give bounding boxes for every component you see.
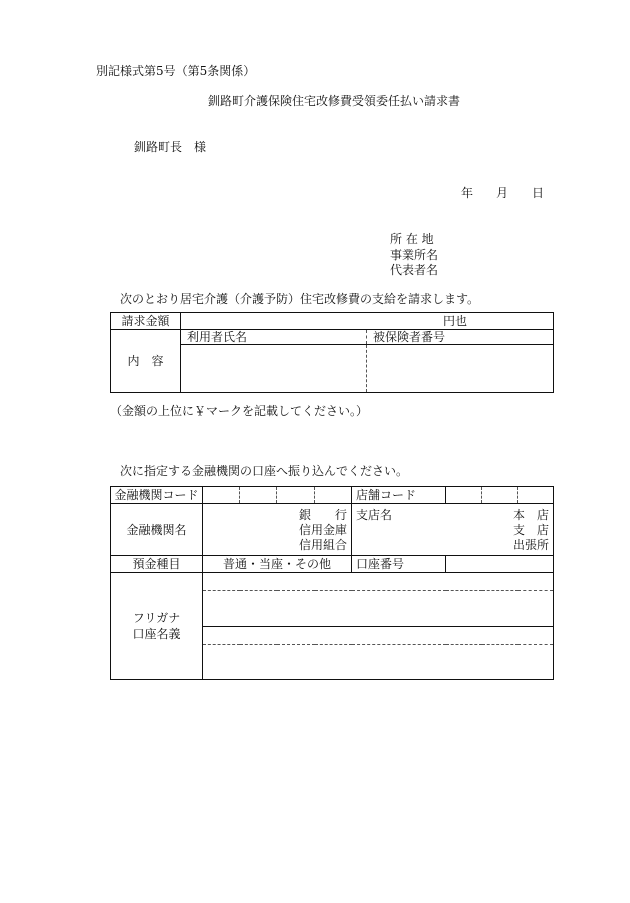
user-name-cell[interactable] [181,345,367,393]
address-label: 所 在 地 [390,232,434,246]
branch-name-cell[interactable] [352,504,554,556]
deposit-type-label: 預金種目 [111,556,203,573]
institution-code-digit-1[interactable] [203,487,240,504]
addressee: 釧路町長 様 [134,140,207,154]
branch-code-digit-1[interactable] [446,487,482,504]
amount-note: （金額の上位に￥マークを記載してください。） [110,404,369,418]
holder-line-2[interactable] [203,645,554,663]
bank-table [110,486,554,680]
claim-amount-label: 請求金額 [111,313,181,330]
bank-type-shinkin: 信用金庫 [298,523,347,537]
branch-code-digit-3[interactable] [518,487,554,504]
deposit-type-options[interactable]: 普通・当座・その他 [203,556,352,573]
holder-line-1[interactable] [203,609,554,627]
institution-code-digit-2[interactable] [240,487,277,504]
branch-name-label: 支店名 [356,508,393,522]
claim-amount-cell[interactable] [181,313,554,330]
form-number: 別記様式第5号（第5条関係） [96,64,256,78]
branch-type-main: 本 店 [512,508,549,522]
amount-unit: 円也 [443,314,468,328]
date-day-label: 日 [532,186,545,200]
branch-code-label: 店舗コード [352,487,446,504]
form-title: 釧路町介護保険住宅改修費受領委任払い請求書 [208,94,461,108]
user-name-label: 利用者氏名 [181,330,367,345]
claim-table [110,312,554,393]
bank-type-bank: 銀 行 [298,508,347,522]
furigana-label: フリガナ [132,611,181,625]
institution-code-digit-4[interactable] [315,487,352,504]
institution-code-label: 金融機関コード [111,487,203,504]
institution-name-cell[interactable] [203,504,352,556]
furigana-line-1[interactable] [203,591,554,609]
account-number-cell[interactable] [446,556,554,573]
date-month-label: 月 [496,186,509,200]
business-name-label: 事業所名 [390,248,439,262]
furigana-line-2[interactable] [203,627,554,645]
holder-label-cell [111,573,203,680]
insured-number-label: 被保険者番号 [367,330,554,345]
date-year-label: 年 [461,186,474,200]
transfer-sentence: 次に指定する金融機関の口座へ振り込んでください。 [120,464,409,478]
insured-number-cell[interactable] [367,345,554,393]
branch-code-digit-2[interactable] [482,487,518,504]
content-label: 内 容 [111,330,181,393]
account-number-label: 口座番号 [352,556,446,573]
institution-code-digit-3[interactable] [277,487,315,504]
branch-type-branch: 支 店 [512,523,549,537]
representative-label: 代表者名 [390,263,439,277]
branch-type-office: 出張所 [512,538,549,552]
account-holder-label: 口座名義 [132,627,181,641]
request-sentence: 次のとおり居宅介護（介護予防）住宅改修費の支給を請求します。 [120,292,480,306]
institution-name-label: 金融機関名 [111,504,203,556]
bank-type-shinkumi: 信用組合 [298,538,347,552]
